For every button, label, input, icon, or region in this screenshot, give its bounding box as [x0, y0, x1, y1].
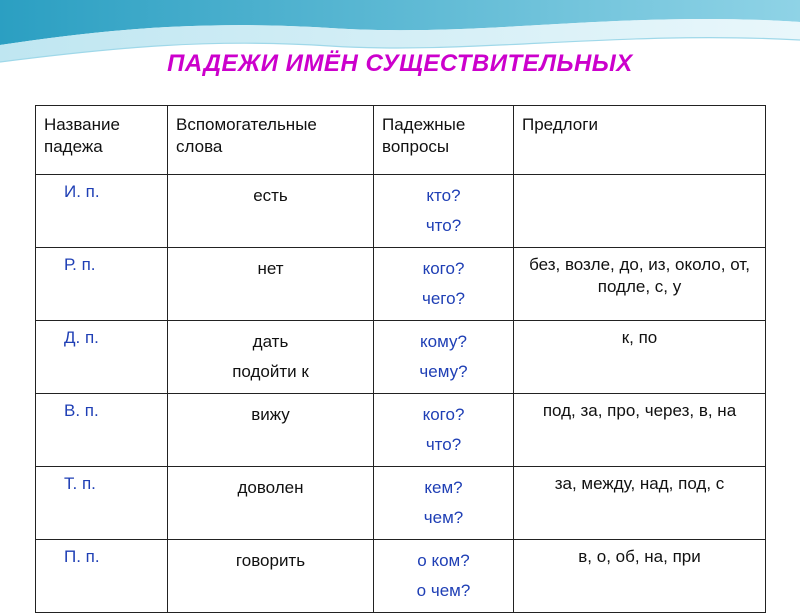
aux-word-cell: говорить [168, 540, 374, 613]
aux-word-cell: нет [168, 248, 374, 321]
question-cell: кому? чему? [374, 321, 514, 394]
case-name-cell: В. п. [36, 394, 168, 467]
case-name-cell: Д. п. [36, 321, 168, 394]
preposition-cell: к, по [514, 321, 766, 394]
table-row [36, 321, 766, 394]
aux-word-cell: вижу [168, 394, 374, 467]
case-name-cell: П. п. [36, 540, 168, 613]
question-cell: кем? чем? [374, 467, 514, 540]
aux-word-cell: дать подойти к [168, 321, 374, 394]
preposition-cell: в, о, об, на, при [514, 540, 766, 613]
page-title: ПАДЕЖИ ИМЁН СУЩЕСТВИТЕЛЬНЫХ [167, 50, 633, 77]
header-case-questions: Падежные вопросы [374, 106, 514, 175]
preposition-cell: за, между, над, под, с [514, 467, 766, 540]
table-header-row [36, 106, 766, 175]
question-cell: кого? чего? [374, 248, 514, 321]
question-cell: кто? что? [374, 175, 514, 248]
header-case-name: Название падежа [36, 106, 168, 175]
preposition-cell: без, возле, до, из, около, от, подле, с, у [514, 248, 766, 321]
aux-word-cell: есть [168, 175, 374, 248]
header-aux-words: Вспомогательные слова [168, 106, 374, 175]
table-row [36, 394, 766, 467]
case-name-cell: И. п. [36, 175, 168, 248]
header-prepositions: Предлоги [514, 106, 766, 175]
case-name-cell: Р. п. [36, 248, 168, 321]
preposition-cell: под, за, про, через, в, на [514, 394, 766, 467]
case-name-cell: Т. п. [36, 467, 168, 540]
question-cell: кого? что? [374, 394, 514, 467]
preposition-cell [514, 175, 766, 248]
table-row [36, 248, 766, 321]
question-cell: о ком? о чем? [374, 540, 514, 613]
table-row [36, 540, 766, 613]
table-row [36, 467, 766, 540]
table-row [36, 175, 766, 248]
cases-table [35, 105, 766, 613]
aux-word-cell: доволен [168, 467, 374, 540]
